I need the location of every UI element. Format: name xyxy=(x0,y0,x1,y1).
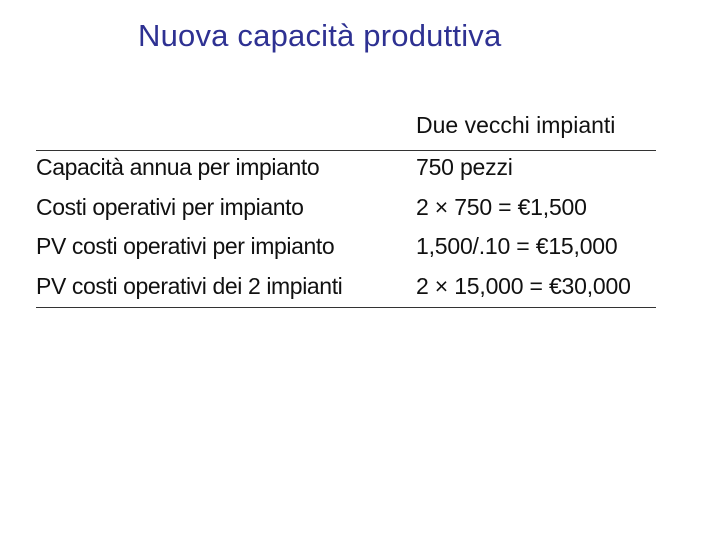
row-value: 1,500/.10 = €15,000 xyxy=(416,233,618,259)
table-bottom-rule xyxy=(36,307,656,308)
table-top-rule xyxy=(36,150,656,151)
table-row xyxy=(36,233,656,271)
table-row xyxy=(36,194,656,232)
row-value: 2 × 15,000 = €30,000 xyxy=(416,273,631,299)
row-label: PV costi operativi dei 2 impianti xyxy=(36,273,343,299)
table-row xyxy=(36,154,656,192)
row-value: 2 × 750 = €1,500 xyxy=(416,194,587,220)
column-header: Due vecchi impianti xyxy=(416,112,616,138)
row-value: 750 pezzi xyxy=(416,154,513,180)
table-row xyxy=(36,273,656,311)
slide-title: Nuova capacità produttiva xyxy=(138,18,502,53)
row-label: Capacità annua per impianto xyxy=(36,154,320,180)
row-label: Costi operativi per impianto xyxy=(36,194,304,220)
row-label: PV costi operativi per impianto xyxy=(36,233,335,259)
